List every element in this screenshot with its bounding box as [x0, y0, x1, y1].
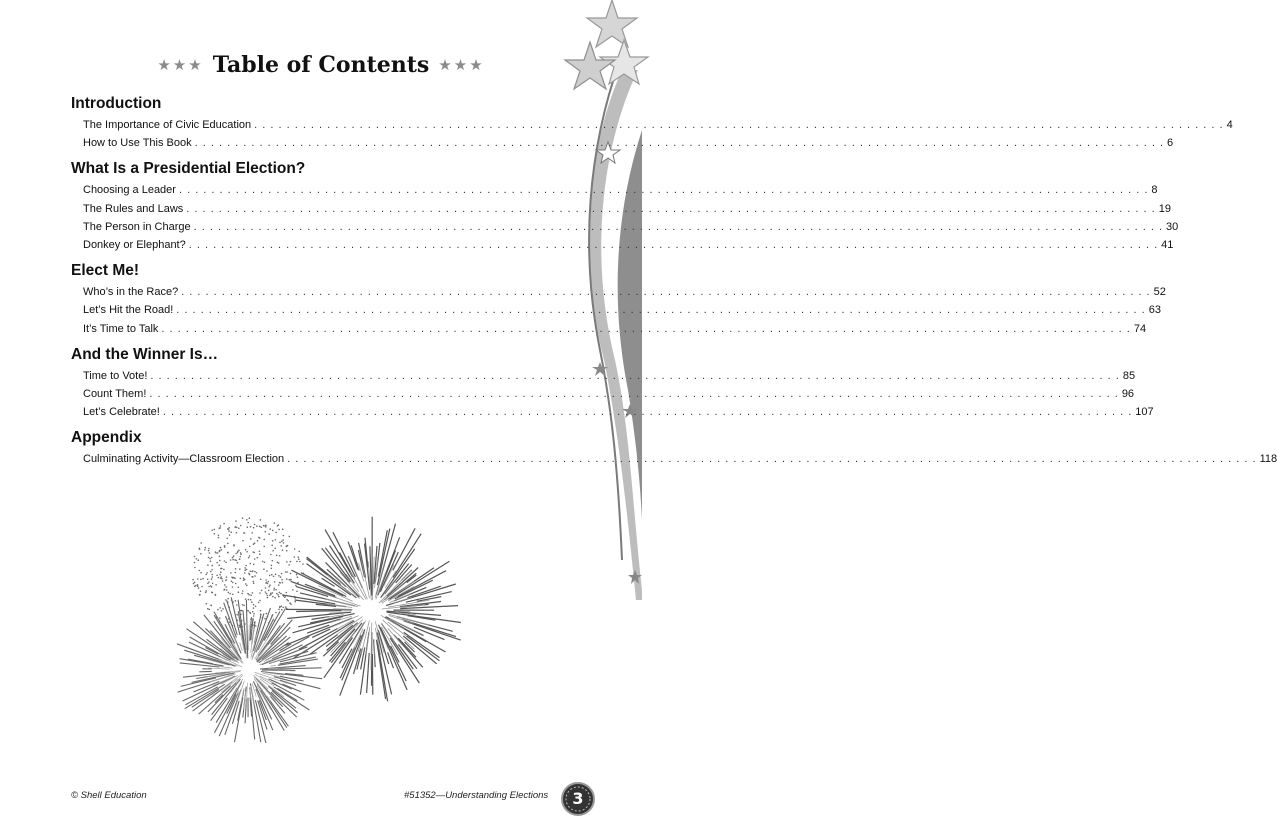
toc-entry[interactable] [71, 134, 1174, 152]
toc-entry-label: Count Them! [83, 387, 147, 400]
toc-entry-label: The Person in Charge [83, 220, 191, 233]
toc-entry-page: 6 [1167, 137, 1174, 150]
dot-leader: . . . . . . . . . . . . . . . . . . . . . . . . . . . . . . . . . . . . . . . . . . . . . . . . . . . . . . . . . . . . . . . . . . . . . . . . . . . . . . . . . . . . . . . . . . . . . . . . . . . . . . . . . . . . . . . . . . . . . . . . [194, 137, 1165, 150]
dot-leader: . . . . . . . . . . . . . . . . . . . . . . . . . . . . . . . . . . . . . . . . . . . . . . . . . . . . . . . . . . . . . . . . . . . . . . . . . . . . . . . . . . . . . . . . . . . . . . . . . . . . . . . . . . . . . . . . . . . . . . . . [149, 387, 1119, 400]
firework-burst [282, 517, 461, 702]
toc-entry[interactable] [71, 301, 1161, 319]
toc-entry-label: Donkey or Elephant? [83, 238, 186, 251]
toc-entry[interactable] [71, 367, 1136, 385]
toc-entry-page: 74 [1133, 322, 1147, 335]
toc-entry-page: 41 [1161, 238, 1174, 251]
section-title: Elect Me! [71, 262, 140, 280]
dot-leader: . . . . . . . . . . . . . . . . . . . . . . . . . . . . . . . . . . . . . . . . . . . . . . . . . . . . . . . . . . . . . . . . . . . . . . . . . . . . . . . . . . . . . . . . . . . . . . . . . . . . . . . . . . . . . . . . . . . . . . . . [162, 406, 1133, 419]
table-of-contents [71, 93, 1277, 474]
toc-entry-page: 118 [1259, 453, 1277, 466]
section-title: Introduction [71, 95, 162, 112]
toc-entry-label: Time to Vote! [83, 369, 148, 382]
toc-entry-label: It’s Time to Talk [83, 322, 159, 335]
dot-leader: . . . . . . . . . . . . . . . . . . . . . . . . . . . . . . . . . . . . . . . . . . . . . . . . . . . . . . . . . . . . . . . . . . . . . . . . . . . . . . . . . . . . . . . . . . . . . . . . . . . . . . . . . . . . . . . . . . . . . . . . [176, 304, 1146, 317]
toc-entry[interactable] [71, 385, 1135, 403]
dot-leader: . . . . . . . . . . . . . . . . . . . . . . . . . . . . . . . . . . . . . . . . . . . . . . . . . . . . . . . . . . . . . . . . . . . . . . . . . . . . . . . . . . . . . . . . . . . . . . . . . . . . . . . . . . . . . . . . . . . . . . . . [287, 453, 1257, 466]
toc-section [71, 93, 1233, 152]
toc-entry-label: How to Use This Book [83, 137, 192, 150]
page-number: 3 [572, 789, 584, 808]
dot-leader: . . . . . . . . . . . . . . . . . . . . . . . . . . . . . . . . . . . . . . . . . . . . . . . . . . . . . . . . . . . . . . . . . . . . . . . . . . . . . . . . . . . . . . . . . . . . . . . . . . . . . . . . . . . . . . . . . . . . . . . . [150, 369, 1120, 382]
toc-entry[interactable] [71, 283, 1166, 301]
toc-entry[interactable] [71, 403, 1154, 421]
toc-section [71, 427, 1277, 468]
title-row [0, 52, 642, 78]
dot-leader: . . . . . . . . . . . . . . . . . . . . . . . . . . . . . . . . . . . . . . . . . . . . . . . . . . . . . . . . . . . . . . . . . . . . . . . . . . . . . . . . . . . . . . . . . . . . . . . . . . . . . . . . . . . . . . . . . . . . . . . . [186, 202, 1156, 215]
toc-entry[interactable] [71, 218, 1179, 236]
dot-leader: . . . . . . . . . . . . . . . . . . . . . . . . . . . . . . . . . . . . . . . . . . . . . . . . . . . . . . . . . . . . . . . . . . . . . . . . . . . . . . . . . . . . . . . . . . . . . . . . . . . . . . . . . . . . . . . . . . . . . . . . [254, 119, 1224, 131]
toc-entry[interactable] [71, 450, 1277, 468]
title-stars-left: ★★★ [157, 57, 204, 74]
firework-burst [177, 597, 322, 743]
toc-entry[interactable] [71, 116, 1233, 134]
toc-entry-page: 4 [1226, 119, 1233, 131]
toc-entry[interactable] [71, 320, 1147, 338]
section-title: What Is a Presidential Election? [71, 160, 306, 178]
toc-entry-label: Choosing a Leader [83, 184, 176, 197]
toc-entry-label: The Rules and Laws [83, 202, 184, 215]
toc-entry-page: 19 [1158, 202, 1171, 215]
dot-leader: . . . . . . . . . . . . . . . . . . . . . . . . . . . . . . . . . . . . . . . . . . . . . . . . . . . . . . . . . . . . . . . . . . . . . . . . . . . . . . . . . . . . . . . . . . . . . . . . . . . . . . . . . . . . . . . . . . . . . . . . [193, 220, 1164, 233]
toc-entry-page: 63 [1148, 304, 1161, 317]
toc-entry-page: 8 [1151, 184, 1158, 197]
toc-entry[interactable] [71, 236, 1174, 254]
toc-section [71, 158, 1179, 254]
toc-section [71, 260, 1166, 338]
toc-entry[interactable] [71, 200, 1171, 218]
dot-leader: . . . . . . . . . . . . . . . . . . . . . . . . . . . . . . . . . . . . . . . . . . . . . . . . . . . . . . . . . . . . . . . . . . . . . . . . . . . . . . . . . . . . . . . . . . . . . . . . . . . . . . . . . . . . . . . . . . . . . . . . [188, 238, 1159, 251]
footer-book-title: #51352—Understanding Elections [404, 790, 549, 801]
title-stars-right: ★★★ [438, 57, 485, 74]
star-icon [587, 0, 637, 47]
section-title: And the Winner Is… [71, 345, 219, 363]
toc-entry-page: 30 [1166, 220, 1179, 233]
toc-entry-label: Culminating Activity—Classroom Election [83, 453, 285, 466]
firework-sparkles [192, 517, 304, 628]
dot-leader: . . . . . . . . . . . . . . . . . . . . . . . . . . . . . . . . . . . . . . . . . . . . . . . . . . . . . . . . . . . . . . . . . . . . . . . . . . . . . . . . . . . . . . . . . . . . . . . . . . . . . . . . . . . . . . . . . . . . . . . . [181, 286, 1151, 299]
toc-entry[interactable] [71, 181, 1158, 199]
section-title: Appendix [71, 429, 142, 447]
dot-leader: . . . . . . . . . . . . . . . . . . . . . . . . . . . . . . . . . . . . . . . . . . . . . . . . . . . . . . . . . . . . . . . . . . . . . . . . . . . . . . . . . . . . . . . . . . . . . . . . . . . . . . . . . . . . . . . . . . . . . . . . [161, 322, 1131, 335]
toc-entry-page: 107 [1135, 406, 1154, 419]
toc-entry-label: Let’s Celebrate! [83, 406, 160, 419]
footer-publisher: © Shell Education [71, 790, 147, 801]
toc-entry-label: Who’s in the Race? [83, 286, 179, 299]
fireworks-illustration [160, 510, 470, 750]
page-title: Table of Contents [212, 52, 430, 78]
toc-section [71, 344, 1154, 422]
toc-entry-page: 96 [1121, 387, 1135, 400]
toc-entry-page: 85 [1122, 369, 1136, 382]
toc-entry-page: 52 [1153, 286, 1166, 299]
toc-entry-label: Let’s Hit the Road! [83, 304, 174, 317]
dot-leader: . . . . . . . . . . . . . . . . . . . . . . . . . . . . . . . . . . . . . . . . . . . . . . . . . . . . . . . . . . . . . . . . . . . . . . . . . . . . . . . . . . . . . . . . . . . . . . . . . . . . . . . . . . . . . . . . . . . . . . . . [178, 184, 1149, 197]
toc-entry-label: The Importance of Civic Education [83, 119, 252, 131]
